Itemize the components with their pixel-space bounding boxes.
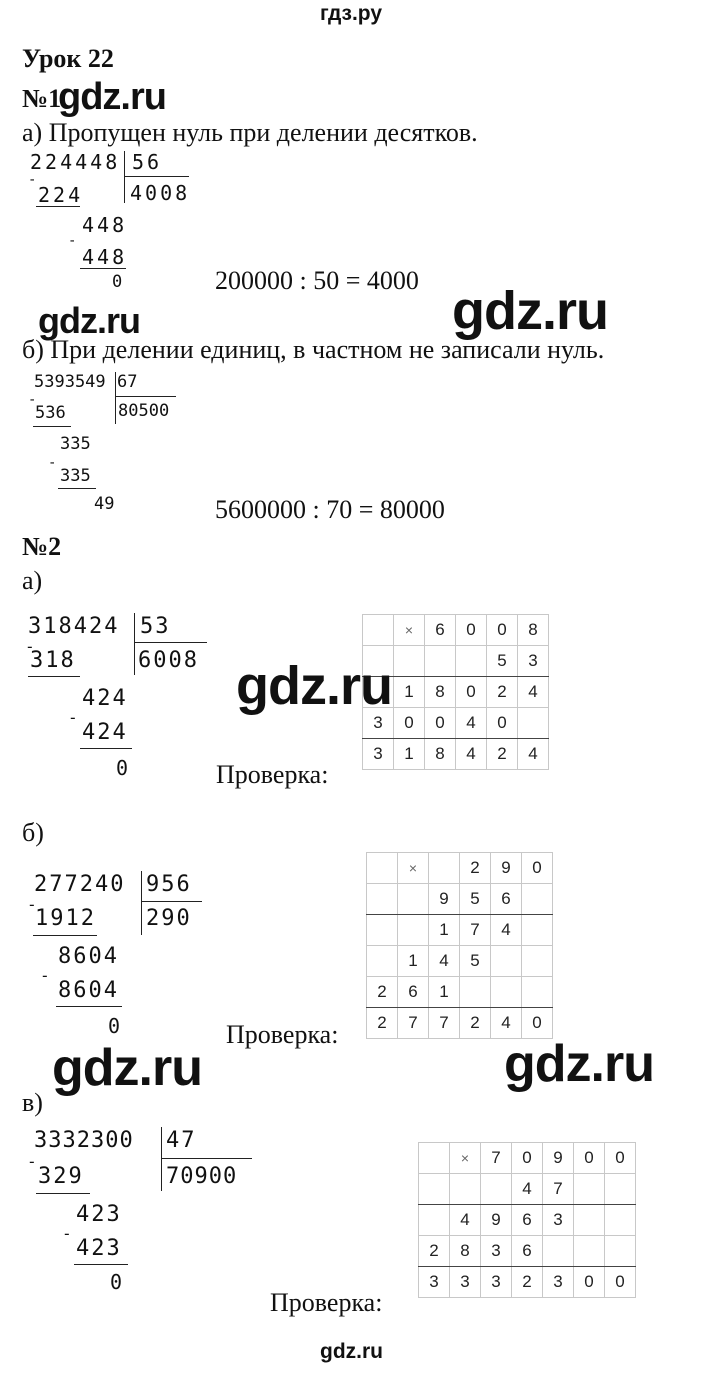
grid-cell — [481, 1174, 512, 1205]
remainder: 0 — [110, 1270, 123, 1294]
step-2: 424 — [82, 686, 128, 711]
grid-cell: 6 — [512, 1205, 543, 1236]
grid-cell — [605, 1205, 636, 1236]
minus-sign: - — [62, 1224, 72, 1243]
grid-cell: 2 — [367, 977, 398, 1008]
step-2: 448 — [82, 213, 128, 237]
divisor-underline — [162, 1158, 252, 1159]
grid-cell: 4 — [518, 677, 549, 708]
grid-cell: 9 — [543, 1143, 574, 1174]
division-bar — [134, 613, 135, 675]
grid-cell: 4 — [456, 739, 487, 770]
check-label: Проверка: — [270, 1288, 383, 1317]
quotient: 290 — [146, 906, 192, 931]
division-bar — [161, 1127, 162, 1191]
grid-cell: 8 — [518, 615, 549, 646]
step-underline — [36, 206, 80, 207]
step-underline — [28, 676, 80, 677]
watermark: gdz.ru — [58, 76, 166, 118]
divisor: 47 — [166, 1128, 197, 1153]
grid-cell: 0 — [605, 1143, 636, 1174]
grid-cell — [367, 946, 398, 977]
grid-cell: 7 — [481, 1143, 512, 1174]
grid-cell: 0 — [456, 615, 487, 646]
grid-cell — [543, 1236, 574, 1267]
grid-cell: 4 — [491, 915, 522, 946]
grid-cell: 8 — [425, 739, 456, 770]
task1-a-text: а) Пропущен нуль при делении десятков. — [22, 118, 478, 147]
step-1: 1912 — [35, 906, 96, 931]
grid-cell: 0 — [394, 708, 425, 739]
grid-cell — [419, 1143, 450, 1174]
minus-sign: - — [68, 233, 77, 249]
watermark: gdz.ru — [52, 1039, 202, 1097]
quotient: 70900 — [166, 1164, 238, 1189]
grid-cell: 6 — [512, 1236, 543, 1267]
grid-cell: 9 — [491, 853, 522, 884]
minus-sign: - — [40, 966, 50, 985]
grid-cell — [491, 977, 522, 1008]
grid-cell: 4 — [450, 1205, 481, 1236]
grid-cell — [491, 946, 522, 977]
grid-cell: 0 — [574, 1143, 605, 1174]
grid-cell: 0 — [487, 708, 518, 739]
divisor-underline — [142, 901, 202, 902]
grid-cell: 1 — [429, 977, 460, 1008]
grid-cell: 4 — [456, 708, 487, 739]
remainder: 0 — [108, 1014, 121, 1038]
site-header[interactable]: гдз.ру — [320, 2, 383, 25]
task2-number: №2 — [22, 532, 62, 561]
task1-a-estimate: 200000 : 50 = 4000 — [215, 266, 419, 295]
grid-cell: 0 — [512, 1143, 543, 1174]
grid-cell: 0 — [605, 1267, 636, 1298]
step-1: 318 — [30, 648, 76, 673]
watermark: gdz.ru — [452, 281, 608, 341]
grid-cell: 2 — [460, 1008, 491, 1039]
grid-cell: 9 — [429, 884, 460, 915]
grid-cell — [518, 708, 549, 739]
division-bar — [141, 871, 142, 935]
grid-cell: 1 — [429, 915, 460, 946]
step-underline — [56, 1006, 122, 1007]
grid-cell: 4 — [518, 739, 549, 770]
site-footer[interactable]: gdz.ru — [320, 1340, 383, 1363]
grid-cell: × — [398, 853, 429, 884]
grid-cell: 8 — [450, 1236, 481, 1267]
minus-sign: - — [27, 895, 37, 914]
step-underline — [33, 426, 71, 427]
grid-cell — [367, 853, 398, 884]
grid-cell: 0 — [574, 1267, 605, 1298]
grid-cell: 4 — [491, 1008, 522, 1039]
step-3: 448 — [82, 245, 128, 269]
grid-cell: 0 — [425, 708, 456, 739]
grid-cell: 7 — [460, 915, 491, 946]
grid-cell — [456, 646, 487, 677]
remainder: 0 — [112, 272, 123, 292]
grid-cell: 1 — [394, 677, 425, 708]
grid-cell — [605, 1236, 636, 1267]
grid-cell: 5 — [460, 946, 491, 977]
grid-cell: 1 — [398, 946, 429, 977]
task1-b-text: б) При делении единиц, в частном не записали нуль. — [22, 335, 605, 364]
task1-number: №1 — [22, 84, 62, 113]
task2-b-label: б) — [22, 818, 44, 847]
grid-cell: 3 — [363, 708, 394, 739]
grid-cell — [522, 884, 553, 915]
step-1: 224 — [38, 183, 84, 207]
check-label: Проверка: — [216, 760, 329, 789]
grid-cell: 6 — [491, 884, 522, 915]
watermark: gdz.ru — [504, 1035, 654, 1093]
grid-cell — [574, 1236, 605, 1267]
dividend: 277240 — [34, 872, 126, 897]
grid-cell — [367, 915, 398, 946]
grid-cell: 2 — [512, 1267, 543, 1298]
task1-b-estimate: 5600000 : 70 = 80000 — [215, 495, 445, 524]
divisor-underline — [125, 176, 189, 177]
grid-cell — [450, 1174, 481, 1205]
grid-cell: 7 — [429, 1008, 460, 1039]
dividend: 224448 — [30, 150, 121, 174]
task2-c-label: в) — [22, 1088, 43, 1117]
grid-cell: 2 — [419, 1236, 450, 1267]
grid-cell: × — [394, 615, 425, 646]
grid-cell: 9 — [481, 1205, 512, 1236]
watermark: gdz.ru — [38, 300, 140, 341]
grid-cell: 2 — [487, 739, 518, 770]
step-1: 536 — [35, 403, 66, 423]
grid-cell: 3 — [481, 1236, 512, 1267]
minus-sign: - — [68, 708, 78, 727]
check-grid-2b — [366, 852, 553, 1039]
grid-cell — [367, 884, 398, 915]
minus-sign: - — [25, 637, 35, 656]
grid-cell: 5 — [487, 646, 518, 677]
grid-cell: 3 — [543, 1205, 574, 1236]
grid-cell — [398, 915, 429, 946]
grid-cell — [363, 615, 394, 646]
remainder: 49 — [94, 494, 115, 514]
quotient: 6008 — [138, 648, 199, 673]
step-3: 8604 — [58, 978, 119, 1003]
grid-cell: 5 — [460, 884, 491, 915]
divisor: 956 — [146, 872, 192, 897]
grid-cell: 3 — [518, 646, 549, 677]
grid-cell: 2 — [487, 677, 518, 708]
grid-cell — [419, 1205, 450, 1236]
grid-cell: 4 — [429, 946, 460, 977]
division-bar — [124, 151, 125, 203]
grid-cell: 2 — [460, 853, 491, 884]
grid-cell — [574, 1205, 605, 1236]
grid-cell: 6 — [425, 615, 456, 646]
task2-a-label: а) — [22, 566, 43, 595]
dividend: 5393549 — [34, 372, 106, 392]
grid-cell: 3 — [419, 1267, 450, 1298]
step-3: 335 — [60, 466, 91, 486]
watermark: gdz.ru — [236, 656, 392, 716]
grid-cell — [429, 853, 460, 884]
step-underline — [80, 748, 132, 749]
step-underline — [33, 935, 97, 936]
lesson-title: Урок 22 — [22, 44, 114, 73]
step-1: 329 — [38, 1164, 84, 1189]
grid-cell: 6 — [398, 977, 429, 1008]
grid-cell: 0 — [522, 1008, 553, 1039]
division-bar — [115, 372, 116, 424]
grid-cell — [522, 915, 553, 946]
divisor-underline — [116, 396, 176, 397]
grid-cell: 1 — [394, 739, 425, 770]
check-label: Проверка: — [226, 1020, 339, 1049]
dividend: 318424 — [28, 614, 120, 639]
minus-sign: - — [48, 455, 57, 471]
grid-cell — [425, 646, 456, 677]
step-underline — [36, 1193, 90, 1194]
grid-cell: × — [450, 1143, 481, 1174]
grid-cell — [398, 884, 429, 915]
step-underline — [80, 268, 126, 269]
divisor-underline — [135, 642, 207, 643]
quotient: 4008 — [130, 181, 191, 205]
divisor: 67 — [117, 372, 138, 392]
grid-cell: 0 — [487, 615, 518, 646]
step-3: 424 — [82, 720, 128, 745]
grid-cell: 7 — [398, 1008, 429, 1039]
step-3: 423 — [76, 1236, 122, 1261]
step-underline — [74, 1264, 128, 1265]
grid-cell: 8 — [425, 677, 456, 708]
minus-sign: - — [28, 392, 37, 408]
grid-cell — [574, 1174, 605, 1205]
divisor: 53 — [140, 614, 171, 639]
step-2: 423 — [76, 1202, 122, 1227]
grid-cell: 3 — [450, 1267, 481, 1298]
grid-cell — [522, 977, 553, 1008]
grid-cell — [605, 1174, 636, 1205]
grid-cell: 4 — [512, 1174, 543, 1205]
step-2: 8604 — [58, 944, 119, 969]
divisor: 56 — [132, 150, 163, 174]
step-2: 335 — [60, 434, 91, 454]
grid-cell: 3 — [543, 1267, 574, 1298]
grid-cell — [419, 1174, 450, 1205]
check-grid-2c — [418, 1142, 636, 1298]
grid-cell — [460, 977, 491, 1008]
grid-cell: 0 — [522, 853, 553, 884]
minus-sign: - — [27, 1152, 37, 1171]
remainder: 0 — [116, 756, 129, 780]
grid-cell — [522, 946, 553, 977]
grid-cell: 2 — [367, 1008, 398, 1039]
step-underline — [58, 488, 96, 489]
grid-cell: 0 — [456, 677, 487, 708]
minus-sign: - — [28, 172, 37, 188]
grid-cell: 3 — [481, 1267, 512, 1298]
quotient: 80500 — [118, 401, 170, 421]
grid-cell: 3 — [363, 739, 394, 770]
grid-cell — [394, 646, 425, 677]
dividend: 3332300 — [34, 1128, 134, 1153]
grid-cell: 7 — [543, 1174, 574, 1205]
